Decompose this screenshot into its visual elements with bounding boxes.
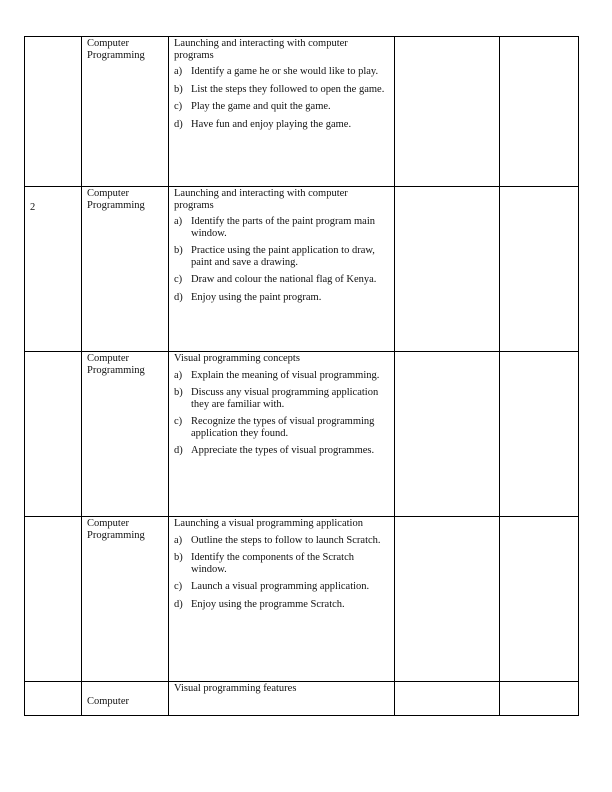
objective-label: a): [174, 369, 183, 381]
objective-item: [174, 101, 389, 113]
objective-label: b): [174, 387, 183, 398]
objective-label: b): [174, 245, 183, 256]
objective-item: [174, 66, 389, 78]
empty-cell: [395, 352, 500, 517]
empty-cell: [500, 682, 579, 716]
objective-label: d): [174, 291, 183, 303]
week-cell: 2: [25, 187, 82, 352]
objective-text: Appreciate the types of visual programmes.: [191, 445, 375, 456]
week-cell: [25, 352, 82, 517]
objective-label: b): [174, 552, 183, 563]
objective-text: Draw and colour the national flag of Kenya.: [191, 274, 377, 285]
objective-label: d): [174, 118, 183, 130]
strand-cell: Computer Programming: [82, 37, 169, 187]
objective-item: [174, 416, 389, 439]
sub-strand-title: Visual programming concepts: [174, 353, 300, 364]
objective-item: [174, 599, 389, 611]
strand-cell: Computer: [82, 682, 169, 716]
objective-text: Discuss any visual programming application they are familiar with.: [191, 387, 379, 410]
objectives-list: [174, 66, 389, 130]
objectives-list: [174, 535, 389, 611]
week-cell: [25, 517, 82, 682]
objective-item: [174, 274, 389, 286]
week-cell: [25, 682, 82, 716]
objective-item: [174, 581, 389, 593]
objective-text: Identify the parts of the paint program main window.: [191, 216, 375, 239]
content-cell: [169, 37, 395, 187]
table-row: [25, 37, 579, 187]
empty-cell: [500, 187, 579, 352]
empty-cell: [395, 187, 500, 352]
content-cell: [169, 187, 395, 352]
empty-cell: [500, 37, 579, 187]
objective-item: [174, 245, 389, 268]
objective-label: c): [174, 274, 183, 285]
objective-item: [174, 370, 389, 382]
table-row: [25, 682, 579, 716]
week-cell: [25, 37, 82, 187]
sub-strand-title: Launching and interacting with computer programs: [174, 38, 348, 61]
objective-label: c): [174, 101, 183, 112]
empty-cell: [500, 517, 579, 682]
empty-cell: [500, 352, 579, 517]
objective-label: d): [174, 445, 183, 456]
sub-strand-title: Launching and interacting with computer programs: [174, 188, 348, 211]
objective-text: Recognize the types of visual programming application they found.: [191, 416, 375, 439]
strand-cell: Computer Programming: [82, 187, 169, 352]
objective-label: a): [174, 66, 183, 77]
empty-cell: [395, 517, 500, 682]
objective-text: Practice using the paint application to draw, paint and save a drawing.: [191, 245, 375, 268]
objective-text: List the steps they followed to open the game.: [191, 83, 385, 95]
objective-item: [174, 216, 389, 239]
scheme-of-work-table: [24, 36, 579, 716]
sub-strand-title: Launching a visual programming application: [174, 518, 363, 529]
objectives-list: [174, 216, 389, 303]
objectives-list: [174, 370, 389, 457]
objective-text: Outline the steps to follow to launch Scratch.: [191, 534, 381, 546]
objective-text: Enjoy using the programme Scratch.: [191, 598, 345, 610]
content-cell: [169, 517, 395, 682]
objective-item: [174, 445, 389, 457]
objective-label: b): [174, 83, 183, 95]
empty-cell: [395, 682, 500, 716]
objective-item: [174, 552, 389, 575]
objective-text: Identify a game he or she would like to play.: [191, 66, 379, 77]
objective-text: Identify the components of the Scratch window.: [191, 552, 354, 575]
strand-cell: Computer Programming: [82, 517, 169, 682]
objective-item: [174, 119, 389, 131]
objective-item: [174, 292, 389, 304]
objective-item: [174, 535, 389, 547]
objective-label: a): [174, 534, 183, 546]
objective-label: c): [174, 416, 183, 427]
objective-text: Launch a visual programming application.: [191, 581, 370, 592]
objective-label: c): [174, 581, 183, 592]
table-row: [25, 352, 579, 517]
sub-strand-title: Visual programming features: [174, 683, 297, 694]
objective-label: d): [174, 598, 183, 610]
table-row: [25, 517, 579, 682]
objective-text: Enjoy using the paint program.: [191, 291, 322, 303]
strand-cell: Computer Programming: [82, 352, 169, 517]
content-cell: [169, 682, 395, 716]
objective-item: [174, 387, 389, 410]
table-row: [25, 187, 579, 352]
objective-text: Have fun and enjoy playing the game.: [191, 118, 352, 130]
objective-text: Play the game and quit the game.: [191, 101, 331, 112]
objective-item: [174, 84, 389, 96]
objective-label: a): [174, 216, 183, 227]
empty-cell: [395, 37, 500, 187]
content-cell: [169, 352, 395, 517]
objective-text: Explain the meaning of visual programming.: [191, 369, 380, 381]
